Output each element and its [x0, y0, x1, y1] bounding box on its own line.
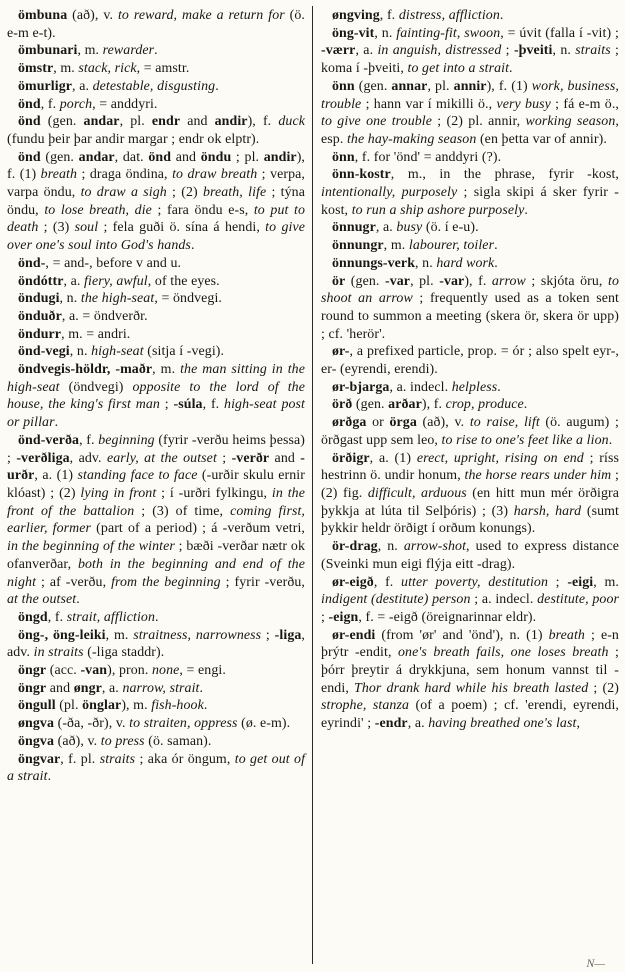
dictionary-entry: öng-vit, n. fainting-fit, swoon, = úvit (falla í -vit) ; -værr, a. in anguish, distressed ; -þveiti, n. straits ; koma í -þveiti, to get into a strait. — [321, 25, 619, 77]
right-column — [321, 7, 619, 733]
signature-mark: N— — [586, 956, 605, 970]
dictionary-entry: önnungr, m. labourer, toiler. — [332, 238, 498, 254]
dictionary-entry: ör-drag, n. arrow-shot, used to express distance (Sveinki mun eigi flýja eitt -drag). — [321, 539, 619, 572]
dictionary-entry: öndvegis-höldr, -maðr, m. the man sitting in the high-seat (öndvegi) opposite to the lord of the house, the king's first man ; -súla, f. high-seat post or pillar. — [7, 362, 305, 431]
left-column — [7, 7, 305, 786]
dictionary-entry: öngva (að), v. to press (ö. saman). — [18, 733, 212, 749]
dictionary-entry: ørðga or örga (að), v. to raise, lift (ö. augum) ; örðgast upp sem leo, to rise to one's feet like a lion. — [321, 415, 619, 448]
dictionary-entry: önn-kostr, m., in the phrase, fyrir -kost, intentionally, purposely ; sigla skipi á sker fyrir -kost, to run a ship ashore purposely. — [321, 167, 619, 218]
dictionary-entry: önn (gen. annar, pl. annir), f. (1) work, business, trouble ; hann var í mikilli ö., very busy ; fá e-m ö., to give one trouble ; (2) pl. annir, working season, esp. the hay-making season (en þetta var of annir). — [321, 78, 619, 147]
dictionary-entry: öng-, öng-leiki, m. straitness, narrowness ; -liga, adv. in straits (-liga staddr). — [7, 627, 305, 661]
dictionary-entry: ør-eigð, f. utter poverty, destitution ; -eigi, m. indigent (destitute) person ; a. indecl. destitute, poor ; -eign, f. = -eigð (öreignarinnar eldr). — [321, 574, 619, 625]
dictionary-entry: øngva (-ða, -ðr), v. to straiten, oppress (ø. e-m). — [18, 716, 291, 732]
dictionary-entry: öndugi, n. the high-seat, = öndvegi. — [18, 291, 223, 307]
dictionary-entry: öngd, f. strait, affliction. — [18, 609, 159, 625]
dictionary-entry: ömbunari, m. rewarder. — [18, 43, 158, 59]
dictionary-entry: öndóttr, a. fiery, awful, of the eyes. — [18, 273, 220, 289]
dictionary-entry: önd-vegi, n. high-seat (sitja í -vegi). — [18, 344, 225, 360]
dictionary-entry: önnungs-verk, n. hard work. — [332, 255, 498, 271]
dictionary-entry: önd, f. porch, = anddyri. — [18, 96, 158, 112]
dictionary-entry: öngr and øngr, a. narrow, strait. — [18, 680, 204, 696]
dictionary-entry: önd (gen. andar, dat. önd and öndu ; pl. andir), f. (1) breath ; draga öndina, to draw breath ; verpa, varpa öndu, to draw a sigh ; (2) breath, life ; týna öndu, to lose breath, die ; fara öndu e-s, to put to death ; (3) soul ; fela guði ö. sína á hendi, to give over one's soul into God's hands. — [7, 149, 305, 254]
dictionary-entry: ør-endi (from 'ør' and 'önd'), n. (1) breath ; e-n þrýtr -endit, one's breath fails, one loses breath ; þórr þreytir á drykkjuna, sem honum vannst til -endi, Thor drank hard while his breath lasted ; (2) strophe, stanza (of a poem) ; cf. 'erendi, eyrendi, eyrindi' ; -endr, a. having breathed one's last, — [321, 627, 620, 732]
dictionary-entry: ør-bjarga, a. indecl. helpless. — [332, 379, 501, 395]
dictionary-entry: ömbuna (að), v. to reward, make a return for (ö. e-m e-t). — [7, 8, 305, 41]
dictionary-entry: öngvar, f. pl. straits ; aka ór öngum, to get out of a strait. — [7, 751, 306, 785]
dictionary-entry: öndurr, m. = andri. — [18, 326, 131, 342]
dictionary-entry: öngull (pl. önglar), m. fish-hook. — [18, 698, 208, 714]
dictionary-entry: önnugr, a. busy (ö. í e-u). — [332, 220, 479, 236]
dictionary-entry: örðigr, a. (1) erect, upright, rising on end ; ríss hestrinn ö. undir honum, the horse rears under him ; (2) fig. difficult, arduous (en hitt mun mér örðigra þykkja at lúta til Selþóris) ; (3) harsh, hard (sumt þykkir heldr örðigt í orðum konungs). — [321, 450, 619, 537]
dictionary-entry: öngr (acc. -van), pron. none, = engi. — [18, 663, 226, 679]
dictionary-entry: önduðr, a. = öndverðr. — [18, 308, 148, 324]
dictionary-entry: ör (gen. -var, pl. -var), f. arrow ; skjóta öru, to shoot an arrow ; frequently used as a token sent round to summon a meeting (skera ör, skera ör upp) ; cf. 'herör'. — [321, 273, 619, 342]
dictionary-entry: ömurligr, a. detestable, disgusting. — [18, 78, 219, 94]
dictionary-entry: önn, f. for 'önd' = anddyri (?). — [332, 149, 502, 165]
dictionary-entry: önd (gen. andar, pl. endr and andir), f. duck (fundu þeir þar andir margar ; endr ok elptr). — [7, 114, 305, 147]
dictionary-entry: örð (gen. arðar), f. crop, produce. — [332, 397, 528, 413]
dictionary-entry: ør-, a prefixed particle, prop. = ór ; also spelt eyr-, er- (eyrendi, erendi). — [321, 344, 619, 378]
dictionary-entry: ömstr, m. stack, rick, = amstr. — [18, 61, 190, 77]
dictionary-entry: önd-verða, f. beginning (fyrir -verðu heims þessa) ; -verðliga, adv. early, at the outset ; -verðr and -urðr, a. (1) standing face to face (-urðir skulu ernir klóast) ; (2) lying in front ; í -urðri fylkingu, in the front of the battalion ; (3) of time, coming first, earlier, former (part of a period) ; á -verðum vetri, in the beginning of the winter ; bæði -verðar nætr ok ofanverðar, both in the beginning and end of the night ; af -verðu, from the beginning ; fyrir -verðu, at the outset. — [7, 432, 306, 608]
dictionary-entry: øngving, f. distress, affliction. — [332, 8, 504, 23]
dictionary-entry: önd-, = and-, before v and u. — [18, 255, 182, 271]
column-divider — [312, 6, 313, 964]
